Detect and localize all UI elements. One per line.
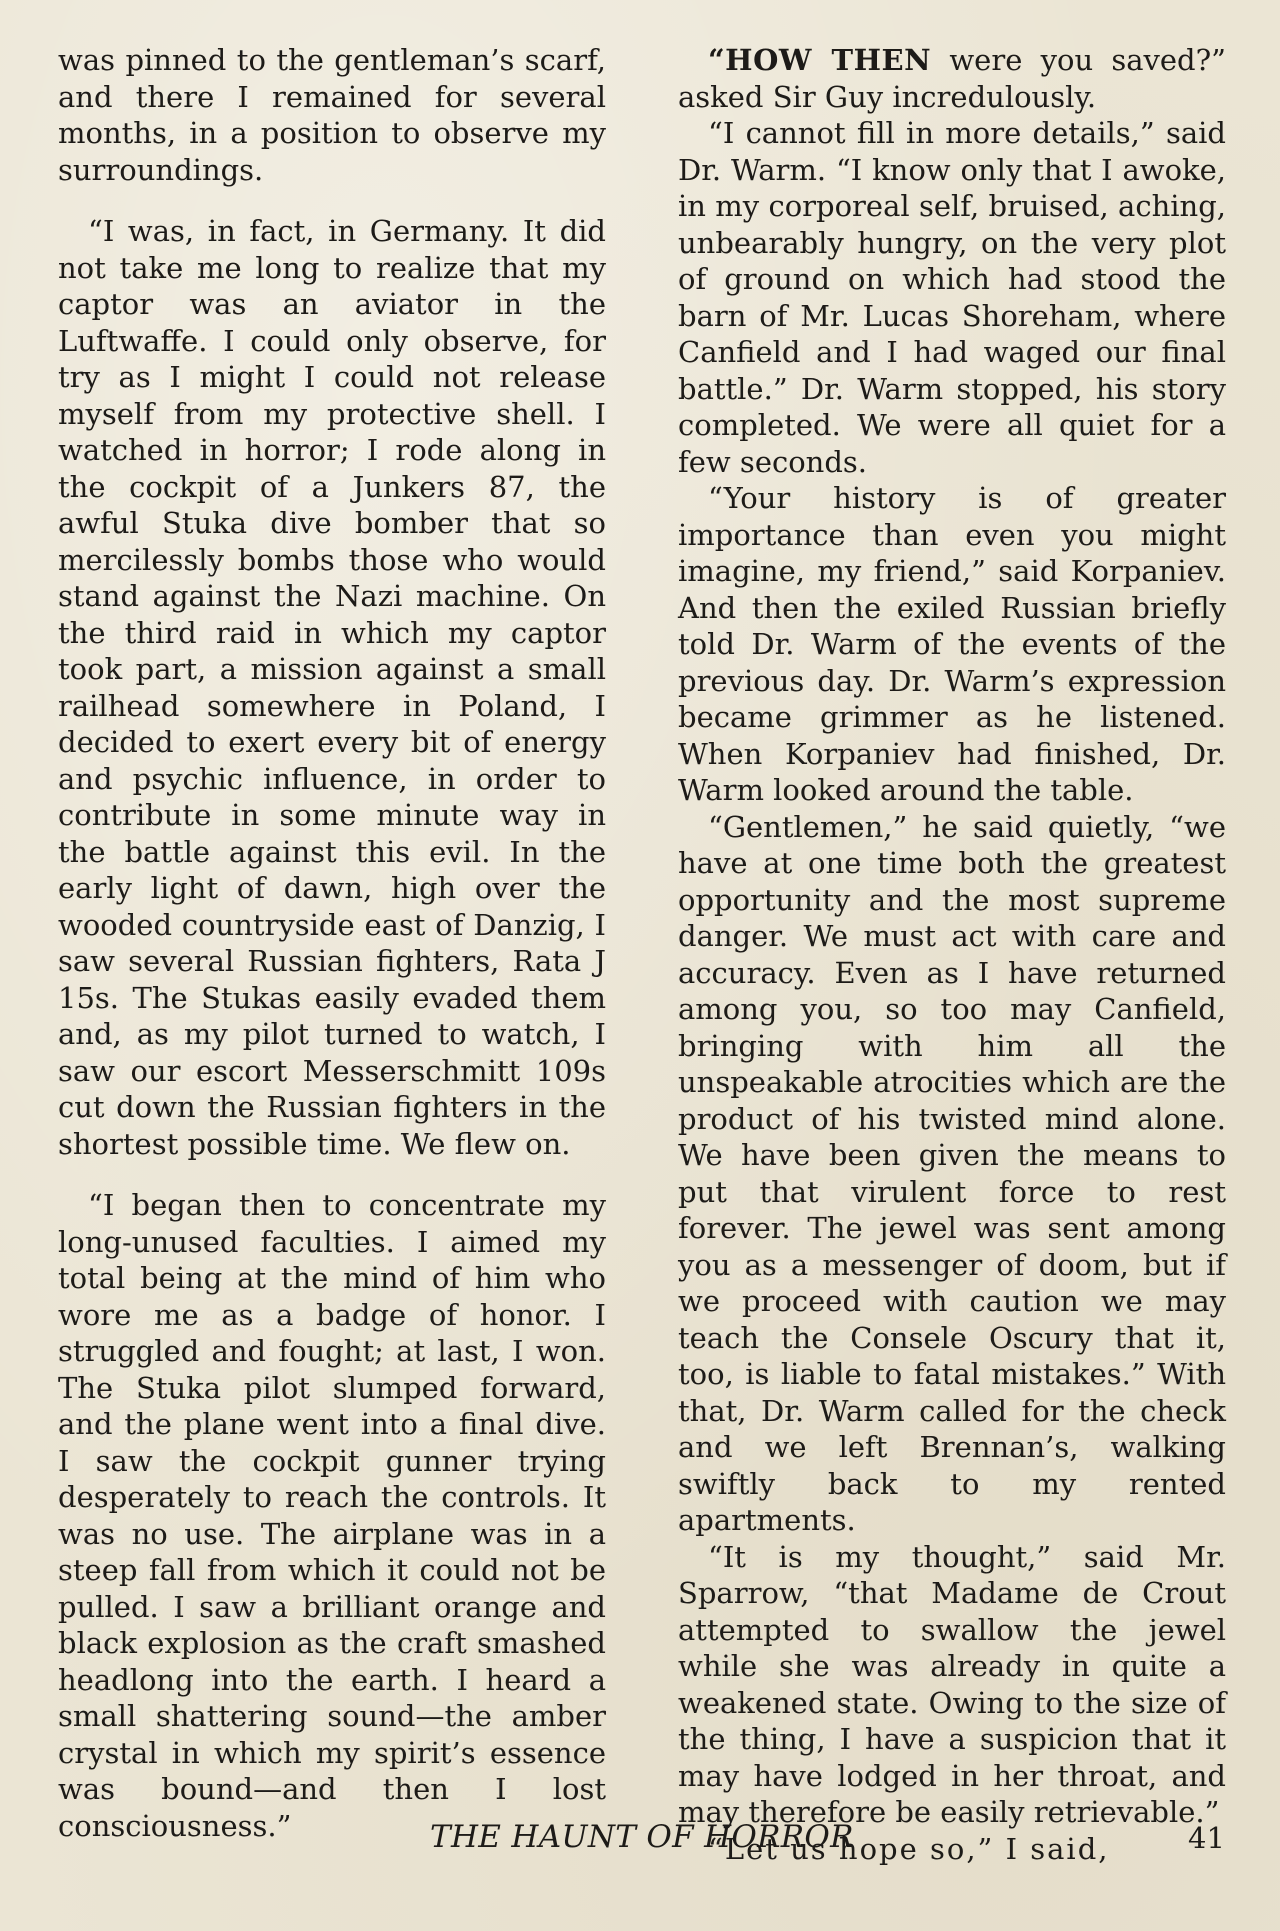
paragraph: “Your history is of greater importance than even you might imagine, my friend,” said Korpaniev. And then the exiled Russian briefly told Dr. Warm of the events of the previous day. Dr. Warm’s expression became grimmer as he listened. When Korpaniev had finished, Dr. Warm looked around the table. bbox=[678, 481, 1226, 807]
paragraph-lead bbox=[678, 42, 1226, 115]
lead-in-bold: “HOW THEN bbox=[708, 43, 932, 77]
paragraph: “I was, in fact, in Germany. It did not take me long to realize that my captor was an aviator in the Luftwaffe. I could only observe, for try as I might I could not release myself from my protective shell. I watched in horror; I rode along in the cockpit of a Junkers 87, the awful Stuka dive bomber that so mercilessly bombs those who would stand against the Nazi machine. On the third raid in which my captor took part, a mission against a small railhead somewhere in Poland, I decided to exert every bit of energy and psychic influence, in order to contribute in some minute way in the battle against this evil. In the early light of dawn, high over the wooded countryside east of Danzig, I saw several Russian fighters, Rata J 15s. The Stukas easily evaded them and, as my pilot turned to watch, I saw our escort Messerschmitt 109s cut down the Russian fighters in the shortest possible time. We flew on. bbox=[58, 214, 606, 1161]
paragraph: “I cannot fill in more details,” said Dr. Warm. “I know only that I awoke, in my corporeal self, bruised, aching, unbearably hungry, on the very plot of ground on which had stood the barn of Mr. Lucas Shoreham, where Canfield and I had waged our final battle.” Dr. Warm stopped, his story completed. We were all quiet for a few seconds. bbox=[678, 116, 1226, 479]
paragraph: “I began then to concentrate my long-unused faculties. I aimed my total being at the mind of him who wore me as a badge of honor. I struggled and fought; at last, I won. The Stuka pilot slumped forward, and the plane went into a final dive. I saw the cockpit gunner trying desperately to reach the controls. It was no use. The airplane was in a steep fall from which it could not be pulled. I saw a brilliant orange and black explosion as the craft smashed headlong into the earth. I heard a small shattering sound—the amber crystal in which my spirit’s essence was bound—and then I lost consciousness.” bbox=[58, 1188, 606, 1843]
left-column bbox=[58, 42, 606, 1869]
page-footer bbox=[0, 1819, 1280, 1869]
right-column bbox=[678, 42, 1226, 1867]
paragraph: “Let us hope so,” I said, bbox=[708, 1831, 1110, 1866]
paragraph: “It is my thought,” said Mr. Sparrow, “that Madame de Crout attempted to swallow the jewel while she was already in quite a weakened state. Owing to the size of the thing, I have a suspicion that it may have lodged in her throat, and may therefore be easily retrievable.” bbox=[678, 1539, 1226, 1829]
paragraph: was pinned to the gentleman’s scarf, and there I remained for several months, in a position to observe my surroundings. bbox=[58, 43, 606, 187]
running-title: THE HAUNT OF HORROR bbox=[430, 1819, 854, 1855]
lead-in-text: were you saved?” asked Sir Guy incredulously. bbox=[678, 43, 1226, 114]
paragraph: “Gentlemen,” he said quietly, “we have at one time both the greatest opportunity and the most supreme danger. We must act with care and accuracy. Even as I have returned among you, so too may Canfield, bringing with him all the unspeakable atrocities which are the product of his twisted mind alone. We have been given the means to put that virulent force to rest forever. The jewel was sent among you as a messenger of doom, but if we proceed with caution we may teach the Consele Oscury that it, too, is liable to fatal mistakes.” With that, Dr. Warm called for the check and we left Brennan’s, walking swiftly back to my rented apartments. bbox=[678, 809, 1226, 1537]
page-number: 41 bbox=[1188, 1821, 1225, 1855]
